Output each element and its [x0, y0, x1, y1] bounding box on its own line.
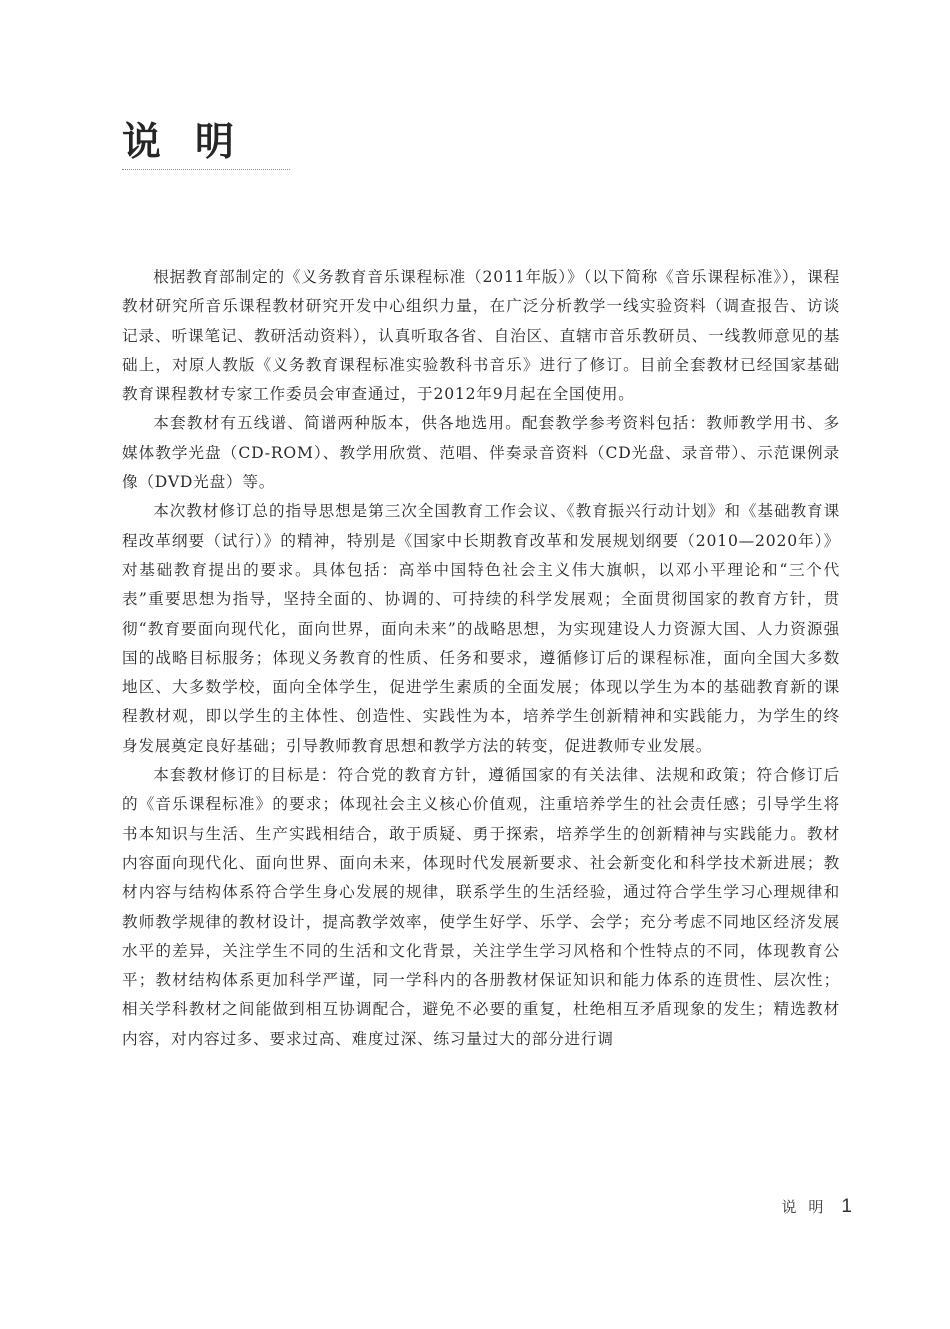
paragraph: 本次教材修订总的指导思想是第三次全国教育工作会议、《教育振兴行动计划》和《基础教育课程改革纲要（试行）》的精神，特别是《国家中长期教育改革和发展规划纲要（2010—2020年）》对基础教育提出的要求。具体包括：高举中国特色社会主义伟大旗帜，以邓小平理论和“三个代表”重要思想为指导，坚持全面的、协调的、可持续的科学发展观；全面贯彻国家的教育方针，贯彻“教育要面向现代化，面向世界，面向未来”的战略思想，为实现建设人力资源大国、人力资源强国的战略目标服务；体现义务教育的性质、任务和要求，遵循修订后的课程标准，面向全国大多数地区、大多数学校，面向全体学生，促进学生素质的全面发展；体现以学生为本的基础教育新的课程教材观，即以学生的主体性、创造性、实践性为本，培养学生创新精神和实践能力，为学生的终身发展奠定良好基础；引导教师教育思想和教学方法的转变，促进教师专业发展。: [122, 502, 840, 755]
page-footer: [700, 1196, 852, 1226]
footer-section-label: 说明: [781, 1198, 836, 1216]
paragraph: 根据教育部制定的《义务教育音乐课程标准（2011年版）》（以下简称《音乐课程标准》），课程教材研究所音乐课程教材研究开发中心组织力量，在广泛分析教学一线实验资料（调查报告、访谈记录、听课笔记、教研活动资料），认真听取各省、自治区、直辖市音乐教研员、一线教师意见的基础上，对原人教版《义务教育课程标准实验教科书音乐》进行了修订。目前全套教材已经国家基础教育课程教材专家工作委员会审查通过，于2012年9月起在全国使用。: [122, 268, 840, 404]
paragraph: 本套教材修订的目标是：符合党的教育方针，遵循国家的有关法律、法规和政策；符合修订后的《音乐课程标准》的要求；体现社会主义核心价值观，注重培养学生的社会责任感；引导学生将书本知识与生活、生产实践相结合，敢于质疑、勇于探索，培养学生的创新精神与实践能力。教材内容面向现代化、面向世界、面向未来，体现时代发展新要求、社会新变化和科学技术新进展；教材内容与结构体系符合学生身心发展的规律，联系学生的生活经验，通过符合学生学习心理规律和教师教学规律的教材设计，提高教学效率，使学生好学、乐学、会学；充分考虑不同地区经济发展水平的差异，关注学生不同的生活和文化背景，关注学生学习风格和个性特点的不同，体现教育公平；教材结构体系更加科学严谨，同一学科内的各册教材保证知识和能力体系的连贯性、层次性；相关学科教材之间能做到相互协调配合，避免不必要的重复，杜绝相互矛盾现象的发生；精选教材内容，对内容过多、要求过高、难度过深、练习量过大的部分进行调: [122, 766, 840, 1048]
title-underline: [122, 169, 290, 170]
body-text: [122, 263, 840, 1054]
paragraph: 本套教材有五线谱、简谱两种版本，供各地选用。配套教学参考资料包括：教师教学用书、多媒体教学光盘（CD-ROM）、教学用欣赏、范唱、伴奏录音资料（CD光盘、录音带）、示范课例录像（DVD光盘）等。: [122, 414, 840, 492]
page-title: 说明: [122, 119, 269, 165]
page-number: 1: [841, 1196, 852, 1217]
